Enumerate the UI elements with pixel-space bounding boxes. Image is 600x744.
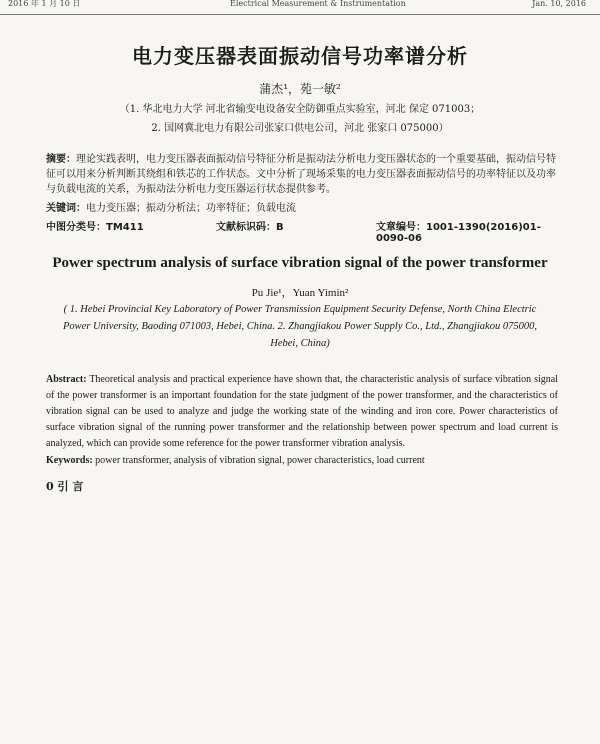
paper-title-en: Power spectrum analysis of surface vibration signal of the power transformer	[52, 255, 548, 271]
header-date-en: Jan. 10, 2016	[532, 0, 586, 8]
keywords-cn	[46, 201, 558, 216]
keywords-en-label: Keywords:	[46, 455, 93, 466]
section-0-heading: 0 引 言	[46, 480, 84, 493]
keywords-cn-text: 电力变压器；振动分析法；功率特征；负载电流	[86, 203, 296, 214]
clc-number: 中图分类号：TM411	[46, 222, 144, 233]
paper-title-cn: 电力变压器表面振动信号功率谱分析	[132, 44, 468, 68]
article-number: 文章编号：1001-1390(2016)01-0090-06	[376, 222, 541, 244]
abstract-cn-label: 摘要：	[46, 154, 76, 165]
keywords-en	[46, 455, 558, 466]
authors-en: Pu Jie¹，Yuan Yimin²	[251, 287, 349, 299]
abstract-en	[46, 372, 558, 452]
keywords-en-text: power transformer, analysis of vibration signal, power characteristics, load current	[92, 455, 425, 466]
authors-cn: 蒲杰¹，苑一敏²	[259, 82, 341, 96]
abstract-cn	[46, 152, 558, 197]
document-code: 文献标识码：B	[216, 222, 284, 233]
affiliation-cn-1: （1. 华北电力大学 河北省输变电设备安全防御重点实验室，河北 保定 071003；	[119, 104, 481, 115]
abstract-cn-text: 理论实践表明，电力变压器表面振动信号特征分析是振动法分析电力变压器状态的一个重要基础，振动信号特征可以用来分析判断其绕组和铁芯的工作状态。文中分析了现场采集的电力变压器表面振动信号的功率特征以及功率与负载电流的关系，为振动法分析电力变压器运行状态提供参考。	[46, 154, 556, 195]
header-date: 2016 年 1 月 10 日	[8, 0, 81, 8]
abstract-en-text: Theoretical analysis and practical experience have shown that, the characteristic analysis of surface vibration signal of the power transformer is an important foundation for the state judgment of the power transformer, and the characteristics of vibration signal can be used to analyze and judge the working state of the winding and iron core. Power characteristics of surface vibration signal of the running power transformer and the relationship between power spectrum and load current is analyzed, which can provide some reference for the power transformer vibration analysis.	[46, 374, 558, 449]
keywords-cn-label: 关键词：	[46, 203, 86, 214]
affiliation-cn-2: 2. 国网冀北电力有限公司张家口供电公司，河北 张家口 075000）	[151, 123, 449, 134]
classification-row	[46, 218, 558, 244]
running-header	[0, 0, 600, 15]
affiliation-en: ( 1. Hebei Provincial Key Laboratory of Power Transmission Equipment Security Defense, North China Electric Power University, Baoding 071003, Hebei, China. 2. Zhangjiakou Power Supply Co., Ltd., Zhangjiakou 075000, Hebei, China)	[63, 304, 537, 349]
abstract-en-label: Abstract:	[46, 374, 87, 385]
header-journal: Electrical Measurement & Instrumentation	[230, 0, 406, 8]
